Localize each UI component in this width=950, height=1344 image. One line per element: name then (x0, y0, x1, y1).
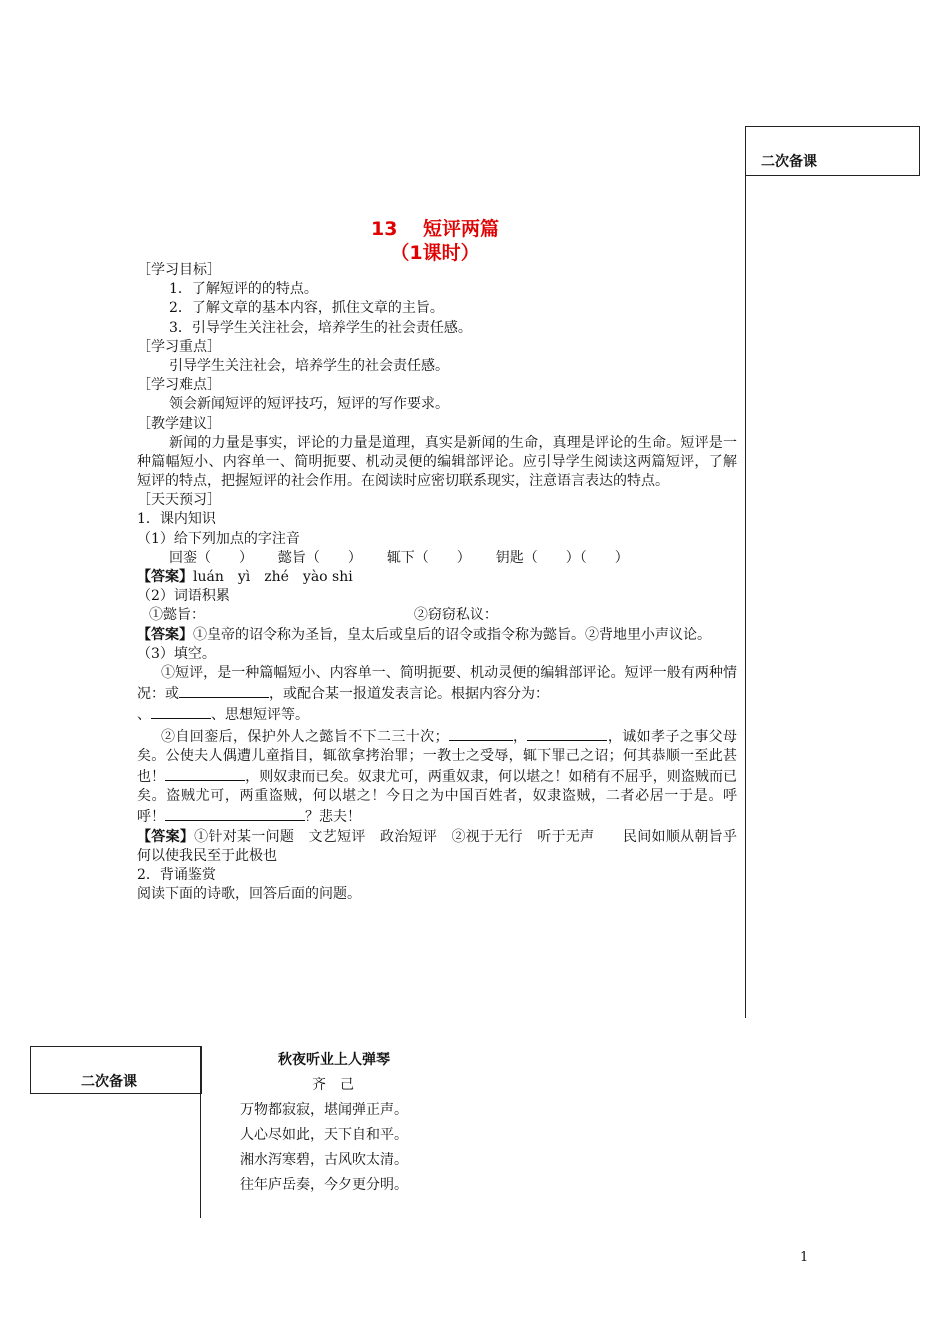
section-heading: ［天天预习］ (137, 492, 221, 509)
question-2: （2）词语积累 (137, 588, 230, 605)
fill-text: ，诚如孝子之事父母矣。公使夫人偶遭儿童指目，辄欲拿拷治罪；一教士之受辱，辄下罪己之诏；何其恭顺一至此甚也！ (137, 728, 738, 786)
poem-line: 人心尽如此，天下自和平。 (240, 1127, 408, 1143)
answer-2 (137, 626, 737, 645)
second-prep-label: 二次备课 (761, 154, 817, 170)
key-point: 引导学生关注社会，培养学生的社会责任感。 (169, 357, 449, 374)
fill-text: ，则奴隶而已矣。奴隶尤可，两重奴隶，何以堪之！如稍有不屈乎，则盗贼而已矣。盗贼尤可，两重盗贼，何以堪之！今日之为中国百姓者，奴隶盗贼，二者必居一于是。呼呼！ (137, 769, 737, 826)
difficult-point: 领会新闻短评的短评技巧，短评的写作要求。 (169, 396, 449, 413)
answer-3 (137, 828, 765, 866)
poem (240, 1048, 540, 1198)
goal-item: 2．了解文章的基本内容，抓住文章的主旨。 (169, 300, 444, 317)
question-3: （3）填空。 (137, 645, 216, 662)
fill-blank-1 (137, 664, 737, 726)
section-heading: ［教学建议］ (137, 415, 221, 432)
pinyin-item: 懿旨（ ） (277, 549, 362, 566)
blank-line (165, 806, 305, 821)
answer-text: luán yì zhé yào shi (193, 569, 353, 586)
vocab-item: ①懿旨： (149, 607, 205, 624)
second-prep-box-left (30, 1046, 202, 1094)
lesson-subtitle: （1课时） (390, 242, 480, 264)
answer-text: ①皇帝的诏令称为圣旨，皇太后或皇后的诏令或指令称为懿旨。②背地里小声议论。 (193, 626, 711, 643)
section-heading: ［学习目标］ (137, 262, 221, 278)
fill-text: ， (512, 728, 528, 745)
fill-text: ②自回銮后，保护外人之懿旨不下二三十次； (161, 728, 449, 745)
pinyin-item: 回銮（ ） (169, 549, 253, 566)
fill-blank-2 (137, 726, 737, 828)
fill-text: ？悲夫！ (305, 809, 361, 826)
pinyin-item: 钥匙（ ）（ ） (495, 549, 629, 566)
answer-tag: 【答案】 (137, 626, 193, 643)
poem-title: 秋夜听业上人弹琴 (278, 1052, 390, 1068)
question-1: （1）给下列加点的字注音 (137, 530, 300, 547)
subsection-heading: 1．课内知识 (137, 511, 216, 528)
reading-instruction: 阅读下面的诗歌，回答后面的问题。 (137, 886, 361, 903)
vocab-item: ②窃窃私议： (413, 607, 498, 624)
goal-item: 1．了解短评的的特点。 (169, 281, 318, 298)
lesson-title: 13 短评两篇 (370, 218, 500, 240)
poem-line: 往年庐岳奏，今夕更分明。 (240, 1177, 408, 1193)
section-heading: ［学习重点］ (137, 338, 221, 355)
poem-author: 齐 己 (312, 1077, 354, 1093)
blank-line (151, 704, 211, 719)
margin-divider-right (745, 126, 746, 1018)
second-prep-box-right (745, 126, 920, 176)
subsection-heading: 2．背诵鉴赏 (137, 867, 216, 884)
answer-1 (137, 568, 737, 587)
teaching-suggestion: 新闻的力量是事实，评论的力量是道理，真实是新闻的生命，真理是评论的生命。短评是一种篇幅短小、内容单一、简明扼要、机动灵便的编辑部评论。应引导学生阅读这两篇短评，了解短评的特点，把握短评的社会作用。在阅读时应密切联系现实，注意语言表达的特点。 (137, 434, 737, 490)
blank-line (165, 766, 245, 781)
page-number: 1 (800, 1250, 809, 1265)
section-heading: ［学习难点］ (137, 377, 221, 394)
goal-item: 3．引导学生关注社会，培养学生的社会责任感。 (169, 319, 472, 336)
answer-text: ①针对某一问题 文艺短评 政治短评 ②视于无行 听于无声 民间如顺从朝旨乎 何以使我民至于此极也 (137, 828, 765, 864)
poem-line: 湘水泻寒碧，古风吹太清。 (240, 1152, 408, 1168)
blank-line (449, 726, 513, 741)
blank-line (527, 726, 607, 741)
fill-text: ，或配合某一报道发表言论。根据内容分为： (269, 686, 549, 703)
fill-text: ①短评，是一种篇幅短小、内容单一、简明扼要、机动灵便的编辑部评论。短评一般有两种情况：或 (137, 665, 737, 703)
second-prep-label: 二次备课 (81, 1074, 137, 1090)
vocab-items (137, 606, 737, 625)
fill-text: 、 (137, 707, 151, 724)
fill-text: 、思想短评等。 (211, 707, 309, 724)
answer-tag: 【答案】 (137, 828, 195, 845)
margin-divider-left (200, 1046, 201, 1218)
lesson-content (137, 261, 765, 904)
pinyin-item: 辄下（ ） (386, 549, 471, 566)
pinyin-items (137, 549, 737, 568)
poem-line: 万物都寂寂，堪闻弹正声。 (240, 1102, 408, 1118)
blank-line (179, 683, 269, 698)
answer-tag: 【答案】 (137, 569, 193, 586)
